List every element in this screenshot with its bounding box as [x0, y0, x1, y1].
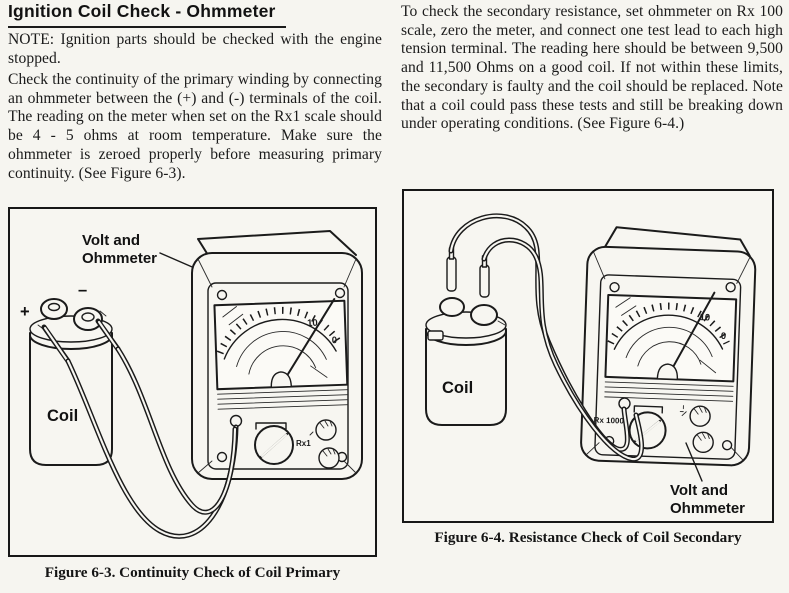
ohmmeter-drawing — [192, 231, 362, 479]
ohmmeter-drawing — [580, 226, 756, 466]
secondary-check-paragraph: To check the secondary resistance, set ohmmeter on Rx 100 scale, zero the meter, and connect one test lead to each high tension terminal. The reading here should be between 9,500 and 11,500 Ohms on a good coil. If not within these limits, the secondary is faulty and the coil should be replaced. Note that a coil could pass these tests and still be breaking down under operating conditions. (See Figure 6-4.) — [401, 3, 783, 133]
figure-6-3-caption: Figure 6-3. Continuity Check of Coil Primary — [44, 564, 341, 581]
range-setting-label: Rx 1000 — [593, 415, 625, 426]
volt-ohmmeter-label-line1: Volt and — [82, 232, 141, 249]
high-tension-terminal — [440, 298, 464, 316]
volt-ohmmeter-label-line2: Ohmmeter — [82, 250, 158, 267]
screw-icon — [726, 283, 735, 292]
primary-terminal — [41, 299, 67, 319]
screw-icon — [218, 291, 227, 300]
coil-drawing — [426, 248, 506, 425]
banana-plug — [480, 265, 489, 297]
figure-6-4-drawing — [404, 191, 772, 521]
volt-ohmmeter-label-line2: Ohmmeter — [670, 500, 746, 517]
range-setting-label: Rx1 — [296, 439, 311, 448]
high-tension-terminal — [471, 305, 497, 325]
volt-ohmmeter-label-line1: Volt and — [670, 482, 729, 499]
plus-terminal-label: + — [20, 303, 30, 321]
note-paragraph: NOTE: Ignition parts should be checked with the engine stopped. — [8, 31, 382, 67]
coil-drawing — [20, 281, 118, 465]
volt-ohmmeter-label — [82, 232, 206, 273]
figure-6-3-drawing — [10, 209, 375, 555]
scale-label-0: 0 — [720, 330, 727, 343]
coil-body — [30, 333, 112, 465]
minus-terminal-label: – — [78, 281, 88, 299]
coil-label: Coil — [47, 407, 79, 425]
coil-label: Coil — [442, 379, 474, 397]
banana-plug — [447, 257, 456, 291]
scale-label-10: 10 — [306, 317, 318, 330]
page-title: Ignition Coil Check - Ohmmeter — [8, 1, 286, 28]
figure-6-4-caption: Figure 6-4. Resistance Check of Coil Secondary — [434, 529, 742, 546]
mounting-nut — [428, 331, 443, 340]
screw-icon — [218, 453, 227, 462]
primary-check-paragraph: Check the continuity of the primary winding by connecting an ohmmeter between the (+) and (-) terminals of the coil. The reading on the meter when set on the Rx1 scale should be 4 - 5 ohms at room temperature. Make sure the ohmmeter is zeroed properly before measuring primary continuity. (See Figure 6-3). — [8, 71, 382, 182]
scale-label-0: 0 — [331, 335, 338, 347]
figure-6-4-frame — [402, 189, 774, 523]
screw-icon — [336, 289, 345, 298]
figure-6-3-frame — [8, 207, 377, 557]
screw-icon — [722, 441, 731, 450]
meter-top-face — [198, 231, 356, 255]
scale-label-10: 10 — [699, 312, 711, 324]
screw-icon — [610, 283, 619, 292]
